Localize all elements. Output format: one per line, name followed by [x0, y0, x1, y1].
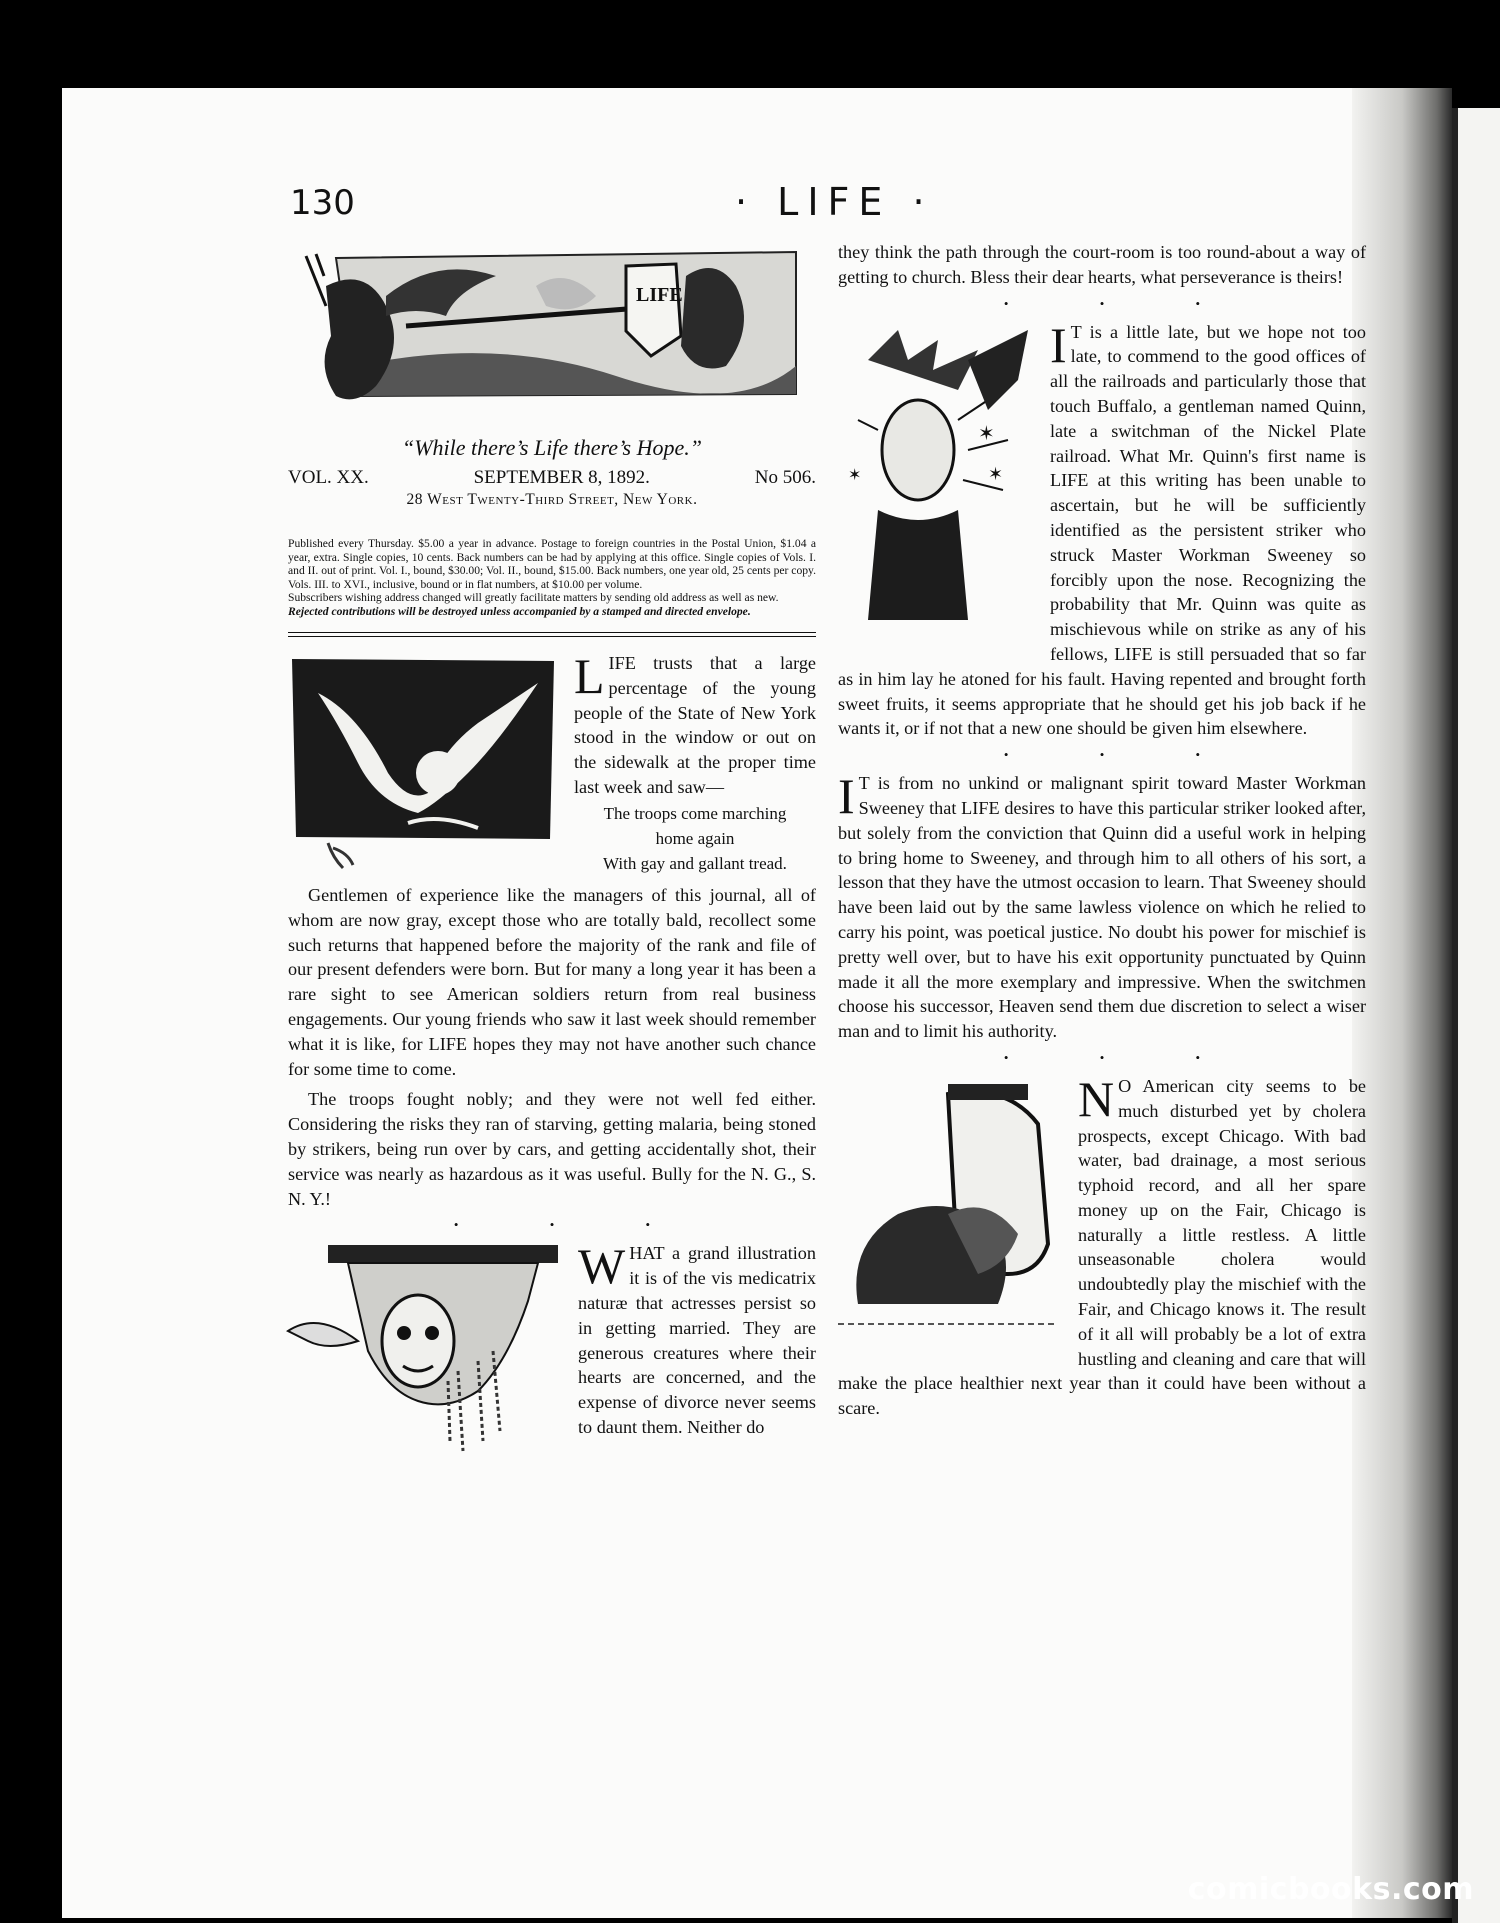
article-sweeney	[838, 768, 1366, 1044]
issue-number: No 506.	[754, 467, 816, 488]
actresses-continued: they think the path through the court-room is too round-about a way of getting to church. Bless their dear hearts, what perseverance is theirs!	[838, 242, 1366, 287]
magazine-masthead: · LIFE ·	[735, 180, 934, 224]
section-separator: • • •	[453, 1217, 695, 1233]
facing-page-edge	[1452, 108, 1500, 1923]
volume-line	[288, 467, 816, 489]
dropcap-w: W	[578, 1238, 626, 1295]
troops-paragraph-2: Gentlemen of experience like the managers of this journal, all of whom are now gray, except those who are totally bald, recollect some such returns that happened before the majority of the rank and file of our present defenders were born. But for many a long year it has been a rare sight to see American soldiers return from real business engagements. Our young friends who saw it last week should remember what it is like, for LIFE hopes they may not have another such chance for some time to come.	[288, 885, 816, 1079]
struck-man-stars-illustration	[838, 320, 1038, 650]
mirror-and-cat-illustration	[838, 1074, 1068, 1364]
section-separator: • • •	[1003, 1049, 1245, 1065]
devil-and-knight-banner-illustration	[296, 246, 812, 424]
subscription-terms: Published every Thursday. $5.00 a year in advance. Postage to foreign countries in the Postal Union, $1.04 a year, extra. Single copies, 10 cents. Back numbers can be had by applying at this office. Single copies of Vols. I. and II. out of print. Vol. I., bound, $30.00; Vol. II., bound, $15.00. Back numbers, one year old, 25 cents per copy. Vols. III. to XVI., inclusive, bound or in flat numbers, at $10.00 per volume.	[288, 537, 816, 591]
section-separator: • • •	[1003, 295, 1245, 311]
motto: “While there’s Life there’s Hope.”	[401, 435, 703, 460]
dropcap-i: I	[1050, 316, 1067, 373]
source-watermark: comicbooks.com	[1187, 1872, 1474, 1907]
office-address: 28 West Twenty-Third Street, New York.	[406, 491, 698, 508]
svg-text:✶: ✶	[988, 463, 1004, 484]
chicago-paragraph: O American city seems to be much disturbed yet by cholera prospects, except Chicago. With bad water, bad drainage, a most serious typhoid record, and all her spare money up on the Fair, Chicago is naturally a little restless. A little unseasonable cholera would undoubtedly play the mischief with the Fair, and Chicago knows it. The result of it all will probably be a lot of extra hustling and cleaning and care that will make the place healthier next year than it could have been without a scare.	[838, 1075, 1366, 1419]
article-quinn	[838, 316, 1366, 742]
troops-lead-paragraph: IFE trusts that a large percentage of the young people of the State of New York stood in the window or out on the sidewalk at the proper time last week and saw—	[574, 653, 816, 797]
publication-notice	[288, 537, 816, 618]
dove-illustration	[288, 653, 560, 873]
article-troops	[288, 648, 816, 1211]
quinn-paragraph: T is a little late, but we hope not too late, to commend to the good offices of all the railroads and particularly those that touch Buffalo, a gentleman named Quinn, late a switchman of the Nickel Plate railroad. What Mr. Quinn's first name is LIFE at this writing has been unable to ascertain, but he will be sufficiently identified as the persistent striker who struck Master Workman Sweeney so forcibly upon the nose. Recognizing the probability that Mr. Quinn was quite as mischievous while on strike as any of his fellows, LIFE is still persuaded that so far as in him lay he atoned for his fault. Having repented and brought forth sweet fruits, it seems appropriate that he should get his job back if he wants it, or if not that a new one should be given him elsewhere.	[838, 321, 1366, 739]
address-change-note: Subscribers wishing address changed will greatly facilitate matters by sending old address as well as new.	[288, 591, 779, 604]
sweeney-paragraph: T is from no unkind or malignant spirit toward Master Workman Sweeney that LIFE desires to have this particular striker looked after, but solely from the conviction that Quinn did a useful work in helping to bring home to Sweeney, and through him to all others of his sort, a lesson that they have the utmost occasion to learn. That Sweeney should have been laid out by the same lawless violence on which he relied to carry his point, was poetical justice. No doubt his power for mischief is pretty well over, but to have his exit opportunity punctuated by Quinn made it all the more exemplary and impressive. When the switchmen choose his successor, Heaven send them due discretion to select a wiser man and to limit his authority.	[838, 773, 1366, 1042]
dropcap-l: L	[574, 648, 605, 704]
article-actresses	[288, 1238, 816, 1439]
poem-line-2: home again	[655, 828, 735, 848]
troops-paragraph-3: The troops fought nobly; and they were not well fed either. Considering the risks they ran of starving, getting malaria, being stoned by strikers, being run over by cars, and getting accidentally shot, their service was nearly as hazardous as it was useful. Bully for the N. G., S. N. Y.!	[288, 1089, 816, 1209]
poem-line-1: The troops come marching	[603, 803, 787, 823]
svg-text:LIFE: LIFE	[636, 284, 683, 306]
actresses-paragraph: HAT a grand illustration it is of the vis medicatrix naturæ that actresses persist so in getting married. They are generous creatures where their hearts are concerned, and the expense of divorce never seems to daunt them. Neither do	[578, 1243, 816, 1437]
page-spine-shadow	[1352, 88, 1452, 1918]
issue-date: SEPTEMBER 8, 1892.	[473, 467, 650, 488]
right-column	[838, 240, 1366, 1421]
svg-text:✶: ✶	[978, 422, 995, 445]
double-rule-divider	[288, 632, 816, 637]
page-number: 130	[290, 183, 355, 223]
svg-text:✶: ✶	[848, 466, 862, 484]
left-column	[288, 246, 816, 1461]
poem-line-3: With gay and gallant tread.	[603, 853, 787, 873]
mask-and-drapery-illustration	[278, 1241, 568, 1461]
section-separator: • • •	[1003, 747, 1245, 763]
volume: VOL. XX.	[288, 467, 369, 488]
article-chicago	[838, 1070, 1366, 1421]
dropcap-n: N	[1078, 1070, 1115, 1127]
rejected-contributions-note: Rejected contributions will be destroyed unless accompanied by a stamped and directed envelope.	[288, 604, 751, 618]
dropcap-i: I	[838, 768, 855, 825]
